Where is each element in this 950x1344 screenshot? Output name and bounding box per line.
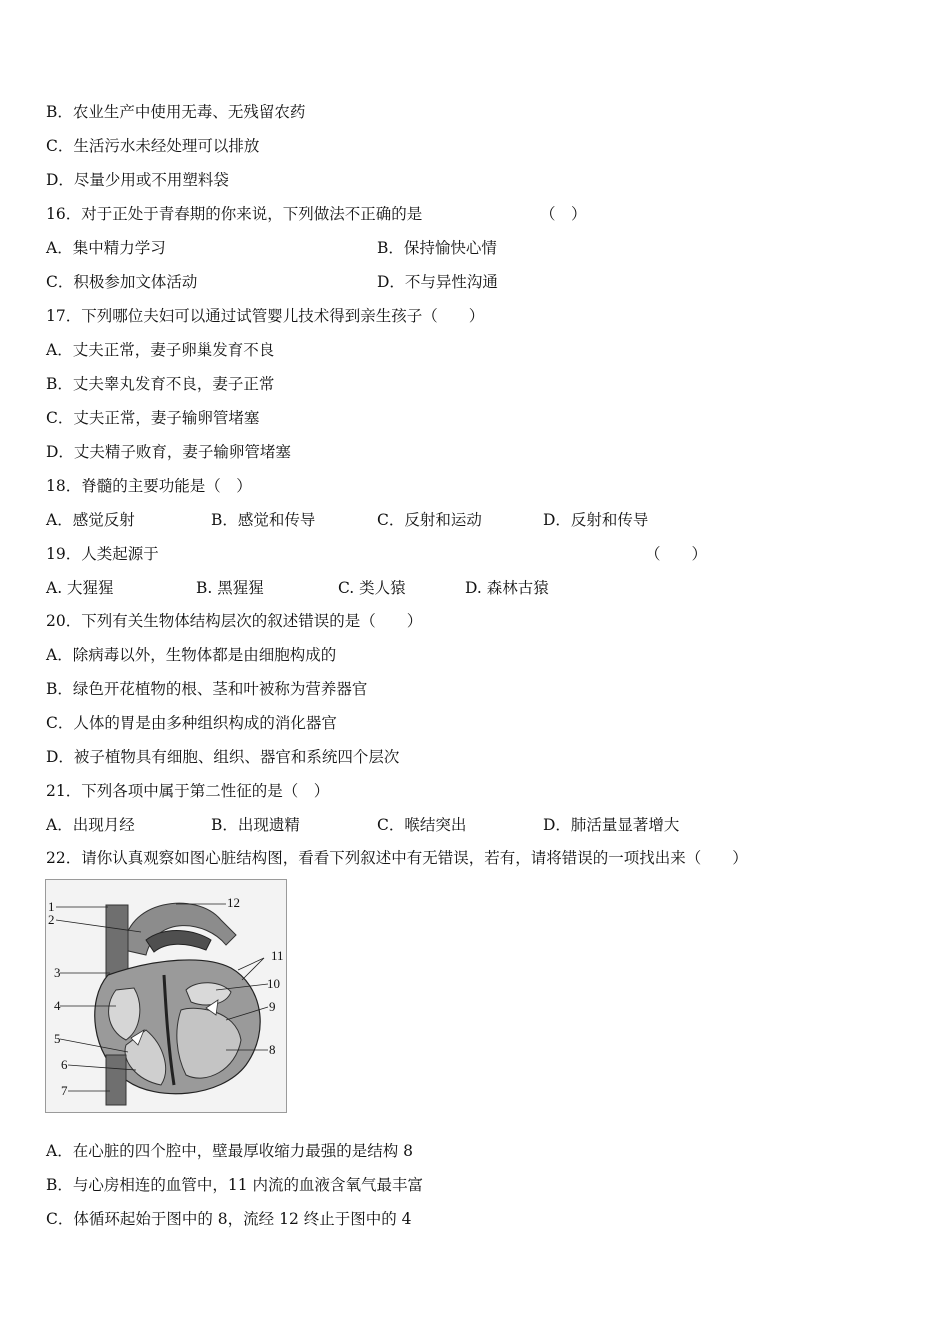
figure-label-6: 6	[61, 1057, 68, 1072]
q18-option-a: A．感觉反射	[46, 511, 135, 529]
q18-stem: 18．脊髓的主要功能是（ ）	[46, 477, 252, 495]
q15-option-d: D．尽量少用或不用塑料袋	[46, 171, 229, 189]
figure-label-3: 3	[54, 965, 61, 980]
q19-option-c: C. 类人猿	[338, 579, 406, 597]
q19-option-b: B. 黑猩猩	[196, 579, 264, 597]
q20-option-a: A．除病毒以外，生物体都是由细胞构成的	[46, 646, 337, 664]
q16-answer-paren: （ ）	[540, 205, 587, 223]
q21-option-b: B．出现遗精	[211, 816, 300, 834]
q20-option-d: D．被子植物具有细胞、组织、器官和系统四个层次	[46, 748, 400, 766]
q16-option-a: A．集中精力学习	[46, 239, 166, 257]
q19-stem: 19．人类起源于	[46, 545, 159, 563]
q20-option-c: C．人体的胃是由多种组织构成的消化器官	[46, 714, 337, 732]
q16-option-d: D．不与异性沟通	[377, 273, 498, 291]
figure-label-7: 7	[61, 1083, 68, 1098]
q17-option-c: C．丈夫正常，妻子输卵管堵塞	[46, 409, 260, 427]
q21-option-a: A．出现月经	[46, 816, 135, 834]
q18-option-b: B．感觉和传导	[211, 511, 316, 529]
q19-option-d: D. 森林古猿	[465, 579, 549, 597]
q22-option-b: B．与心房相连的血管中，11 内流的血液含氧气最丰富	[46, 1176, 424, 1194]
q18-option-c: C．反射和运动	[377, 511, 482, 529]
figure-label-5: 5	[54, 1031, 61, 1046]
q22-stem: 22．请你认真观察如图心脏结构图，看看下列叙述中有无错误，若有，请将错误的一项找出来（ ）	[46, 849, 748, 867]
q22-option-a: A．在心脏的四个腔中，壁最厚收缩力最强的是结构 8	[46, 1142, 413, 1160]
q17-stem: 17．下列哪位夫妇可以通过试管婴儿技术得到亲生孩子（ ）	[46, 307, 485, 325]
q16-stem: 16．对于正处于青春期的你来说，下列做法不正确的是	[46, 205, 423, 223]
q17-option-d: D．丈夫精子败育，妻子输卵管堵塞	[46, 443, 291, 461]
q20-option-b: B．绿色开花植物的根、茎和叶被称为营养器官	[46, 680, 368, 698]
heart-structure-diagram	[45, 879, 287, 1113]
q22-option-c: C．体循环起始于图中的 8，流经 12 终止于图中的 4	[46, 1210, 412, 1228]
q18-option-d: D．反射和传导	[543, 511, 649, 529]
q20-stem: 20．下列有关生物体结构层次的叙述错误的是（ ）	[46, 612, 423, 630]
q21-option-d: D．肺活量显著增大	[543, 816, 680, 834]
figure-label-10: 10	[267, 976, 280, 991]
q19-option-a: A. 大猩猩	[46, 579, 114, 597]
figure-label-12: 12	[227, 895, 240, 910]
q16-option-c: C．积极参加文体活动	[46, 273, 198, 291]
figure-label-8: 8	[269, 1042, 276, 1057]
figure-label-9: 9	[269, 999, 276, 1014]
q21-stem: 21．下列各项中属于第二性征的是（ ）	[46, 782, 330, 800]
figure-label-4: 4	[54, 998, 61, 1013]
q17-option-b: B．丈夫睾丸发育不良，妻子正常	[46, 375, 275, 393]
q16-option-b: B．保持愉快心情	[377, 239, 497, 257]
q17-option-a: A．丈夫正常，妻子卵巢发育不良	[46, 341, 275, 359]
figure-label-1: 1	[48, 899, 55, 914]
q21-option-c: C．喉结突出	[377, 816, 467, 834]
figure-label-2: 2	[48, 912, 55, 927]
q19-answer-paren: （ ）	[645, 545, 708, 563]
q15-option-b: B．农业生产中使用无毒、无残留农药	[46, 103, 306, 121]
figure-label-11: 11	[271, 948, 284, 963]
q15-option-c: C．生活污水未经处理可以排放	[46, 137, 260, 155]
